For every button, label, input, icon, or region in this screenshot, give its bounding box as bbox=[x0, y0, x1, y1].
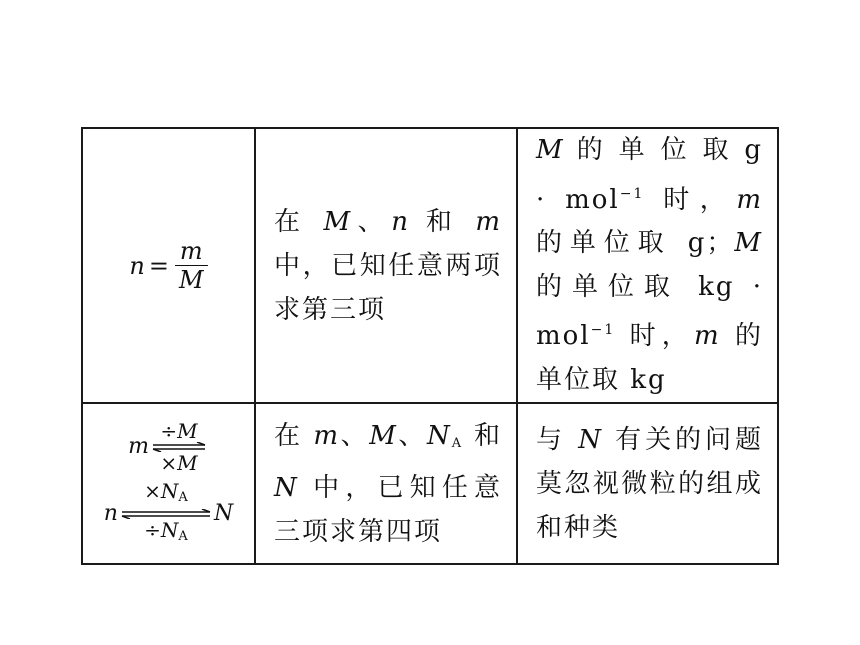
var-M: M bbox=[536, 135, 565, 165]
formula-cell bbox=[82, 403, 255, 564]
subscript: A bbox=[178, 489, 188, 505]
formula-equals: = bbox=[148, 251, 169, 280]
arrow-bottom-label: ×M bbox=[160, 450, 198, 475]
var-N: N bbox=[427, 420, 452, 451]
note-part: 有关的问题莫忽视微粒的组成和种类 bbox=[536, 424, 764, 543]
var-N: N bbox=[578, 424, 603, 455]
exponent: −1 bbox=[619, 185, 645, 202]
formula-cell bbox=[82, 128, 255, 403]
fraction bbox=[175, 239, 208, 292]
note-cell bbox=[517, 403, 778, 564]
conversion-n-N bbox=[83, 480, 254, 548]
arrow-bottom-text: ÷N bbox=[144, 517, 179, 542]
arrow-left-var: m bbox=[128, 434, 149, 459]
note-cell bbox=[517, 128, 778, 403]
note-part: 的单位取 kg · mol bbox=[536, 271, 763, 351]
desc-part: 中，已知任意三项求第四项 bbox=[274, 472, 502, 547]
desc-part: 、 bbox=[352, 206, 392, 237]
arrow-bottom-label bbox=[144, 519, 188, 548]
note-part: 时， bbox=[644, 184, 737, 215]
molar-mass-formula bbox=[129, 239, 207, 292]
desc-part: 中，已知任意两项求第三项 bbox=[274, 250, 502, 325]
note-part: 的单位取 kg bbox=[536, 321, 764, 395]
table-row bbox=[82, 128, 778, 403]
reversible-arrow bbox=[151, 420, 207, 474]
desc-part: 在 bbox=[274, 206, 308, 237]
note-part: 的单位取 g； bbox=[536, 228, 735, 258]
var-m: m bbox=[475, 206, 502, 237]
var-N: N bbox=[274, 472, 299, 503]
formula-lhs: n bbox=[129, 251, 145, 280]
description-text bbox=[256, 414, 516, 554]
var-m: m bbox=[693, 321, 721, 351]
var-M: M bbox=[734, 228, 763, 258]
subscript: A bbox=[451, 435, 464, 451]
fraction-numerator: m bbox=[179, 237, 203, 265]
arrow-left-var: n bbox=[103, 501, 118, 526]
formula-table bbox=[81, 127, 779, 565]
var-n: n bbox=[391, 206, 411, 237]
note-part: 时， bbox=[615, 321, 694, 351]
table-row bbox=[82, 403, 778, 564]
desc-part: 、 bbox=[340, 420, 370, 451]
desc-part: 在 bbox=[274, 420, 314, 451]
arrow-right-var: N bbox=[213, 501, 234, 526]
var-M: M bbox=[323, 206, 353, 237]
arrow-top-text: ×N bbox=[144, 478, 179, 503]
arrow-top-label bbox=[144, 480, 188, 509]
note-part: 的 单 位 取 g · mol bbox=[536, 135, 763, 215]
note-part: 与 bbox=[536, 424, 579, 455]
description-cell bbox=[255, 403, 517, 564]
description-text bbox=[256, 200, 516, 332]
var-m: m bbox=[313, 420, 341, 451]
desc-part: 、 bbox=[397, 420, 428, 451]
fraction-denominator: M bbox=[179, 266, 204, 294]
double-arrow-icon bbox=[151, 442, 207, 452]
subscript: A bbox=[178, 528, 188, 544]
description-cell bbox=[255, 128, 517, 403]
var-M: M bbox=[369, 420, 398, 451]
desc-part: 和 bbox=[410, 206, 476, 237]
conversion-m-M bbox=[83, 420, 254, 474]
var-m: m bbox=[736, 184, 764, 215]
exponent: −1 bbox=[590, 322, 616, 338]
arrow-top-label: ÷M bbox=[160, 418, 198, 443]
note-text bbox=[518, 418, 777, 550]
desc-part: 和 bbox=[463, 420, 502, 451]
note-text bbox=[518, 129, 777, 402]
reversible-arrow bbox=[120, 480, 212, 548]
